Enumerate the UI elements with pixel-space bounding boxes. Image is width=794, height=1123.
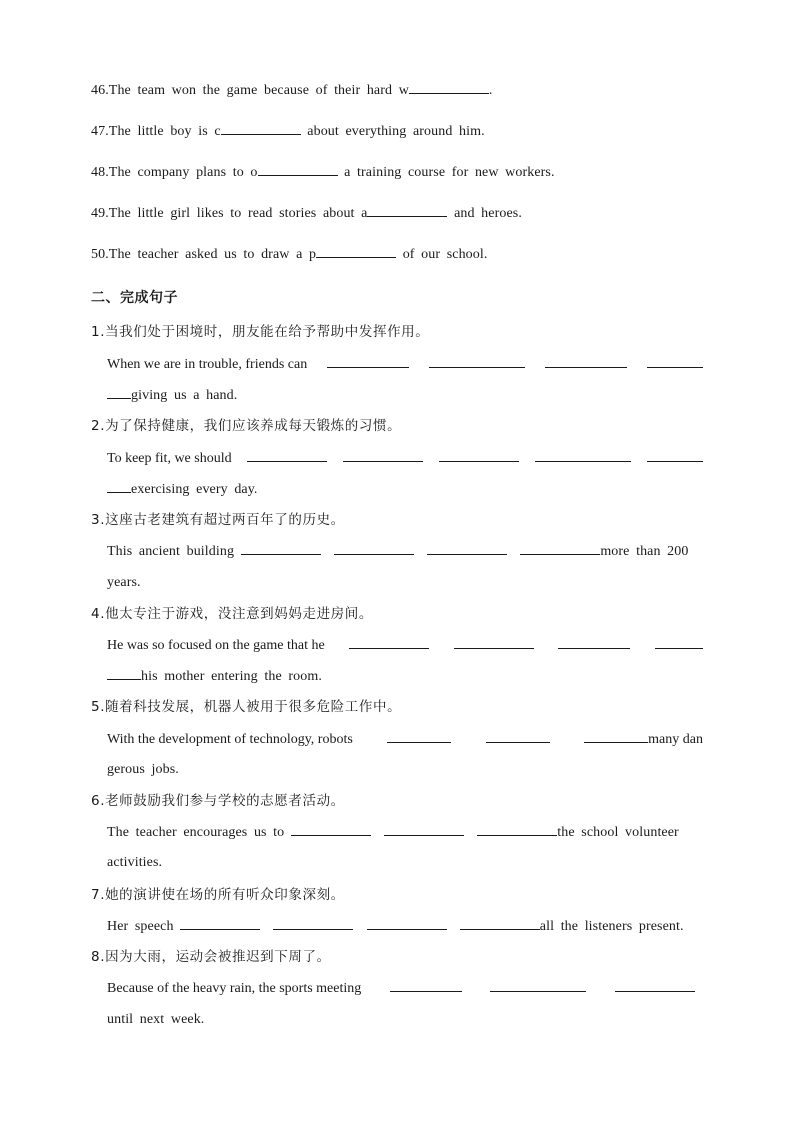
question-48 [91, 163, 555, 182]
sentence-text: He was so focused on the game that he [107, 638, 325, 653]
sentence-text: more than 200 [600, 544, 689, 559]
answer-blank[interactable] [349, 636, 429, 649]
answer-blank[interactable] [477, 823, 557, 836]
answer-blank[interactable] [409, 81, 489, 94]
sentence-2-english-line2 [107, 480, 258, 499]
sentence-text: the school volunteer [557, 825, 679, 840]
answer-blank[interactable] [387, 730, 451, 743]
answer-blank[interactable] [584, 730, 648, 743]
answer-blank[interactable] [367, 917, 447, 930]
answer-blank[interactable] [334, 542, 414, 555]
answer-blank[interactable] [247, 449, 327, 462]
sentence-text: With the development of technology, robots [107, 732, 353, 747]
question-text: a training course for new workers. [337, 165, 555, 180]
question-50 [91, 245, 487, 264]
answer-blank[interactable] [439, 449, 519, 462]
sentence-3-chinese: 3.这座古老建筑有超过两百年了的历史。 [91, 512, 345, 528]
answer-blank[interactable] [429, 355, 525, 368]
sentence-8-english-line2: until next week. [107, 1012, 205, 1027]
answer-blank[interactable] [384, 823, 464, 836]
sentence-7-english-line1 [107, 917, 684, 936]
answer-blank[interactable] [460, 917, 540, 930]
answer-blank[interactable] [535, 449, 631, 462]
answer-blank[interactable] [390, 979, 462, 992]
question-text: of our school. [396, 247, 488, 262]
sentence-text: exercising every day. [131, 482, 258, 497]
answer-blank[interactable] [291, 823, 371, 836]
sentence-1-english-line2 [107, 386, 237, 405]
question-47 [91, 122, 485, 141]
sentence-text: many dan [648, 732, 703, 747]
sentence-6-english-line2: activities. [107, 855, 163, 870]
answer-blank[interactable] [647, 355, 703, 368]
sentence-text: Because of the heavy rain, the sports meeting [107, 981, 362, 996]
question-text: and heroes. [447, 206, 522, 221]
answer-blank[interactable] [454, 636, 534, 649]
sentence-4-english-line1 [107, 636, 703, 655]
answer-blank[interactable] [107, 386, 131, 399]
answer-blank[interactable] [545, 355, 627, 368]
answer-blank[interactable] [316, 245, 396, 258]
question-text: . [488, 83, 493, 98]
answer-blank[interactable] [427, 542, 507, 555]
answer-blank[interactable] [107, 480, 131, 493]
sentence-8-english-line1 [107, 979, 695, 998]
answer-blank[interactable] [615, 979, 695, 992]
sentence-5-chinese: 5.随着科技发展，机器人被用于很多危险工作中。 [91, 699, 402, 715]
section-heading: 二、完成句子 [91, 290, 178, 306]
sentence-7-chinese: 7.她的演讲使在场的所有听众印象深刻。 [91, 887, 345, 903]
answer-blank[interactable] [520, 542, 600, 555]
sentence-6-english-line1 [107, 823, 679, 842]
answer-blank[interactable] [367, 204, 447, 217]
sentence-text: This ancient building [107, 544, 235, 559]
answer-blank[interactable] [655, 636, 703, 649]
question-46 [91, 81, 493, 100]
answer-blank[interactable] [273, 917, 353, 930]
sentence-1-english-line1 [107, 355, 703, 374]
answer-blank[interactable] [647, 449, 703, 462]
question-text: 48.The company plans to o [91, 165, 258, 180]
answer-blank[interactable] [558, 636, 630, 649]
sentence-5-english-line2: gerous jobs. [107, 762, 179, 777]
answer-blank[interactable] [343, 449, 423, 462]
sentence-6-chinese: 6.老师鼓励我们参与学校的志愿者活动。 [91, 793, 345, 809]
sentence-text: giving us a hand. [131, 388, 238, 403]
sentence-text: To keep fit, we should [107, 451, 232, 466]
answer-blank[interactable] [107, 667, 141, 680]
answer-blank[interactable] [258, 163, 338, 176]
sentence-1-chinese: 1.当我们处于困境时，朋友能在给予帮助中发挥作用。 [91, 324, 430, 340]
sentence-5-english-line1 [107, 730, 703, 749]
answer-blank[interactable] [180, 917, 260, 930]
sentence-text: all the listeners present. [539, 919, 684, 934]
sentence-8-chinese: 8.因为大雨，运动会被推迟到下周了。 [91, 949, 331, 965]
sentence-3-english-line2: years. [107, 575, 141, 590]
sentence-text: When we are in trouble, friends can [107, 357, 308, 372]
sentence-text: his mother entering the room. [141, 669, 322, 684]
question-text: 47.The little boy is c [91, 124, 221, 139]
sentence-2-english-line1 [107, 449, 703, 468]
answer-blank[interactable] [490, 979, 586, 992]
sentence-text: The teacher encourages us to [107, 825, 285, 840]
sentence-text: Her speech [107, 919, 174, 934]
question-text: about everything around him. [300, 124, 485, 139]
question-text: 46.The team won the game because of their hard w [91, 83, 409, 98]
sentence-2-chinese: 2.为了保持健康，我们应该养成每天锻炼的习惯。 [91, 418, 402, 434]
answer-blank[interactable] [221, 122, 301, 135]
sentence-3-english-line1 [107, 542, 688, 561]
answer-blank[interactable] [327, 355, 409, 368]
answer-blank[interactable] [486, 730, 550, 743]
question-49 [91, 204, 522, 223]
question-text: 49.The little girl likes to read stories about a [91, 206, 368, 221]
question-text: 50.The teacher asked us to draw a p [91, 247, 317, 262]
answer-blank[interactable] [241, 542, 321, 555]
sentence-4-english-line2 [107, 667, 322, 686]
sentence-4-chinese: 4.他太专注于游戏，没注意到妈妈走进房间。 [91, 606, 373, 622]
